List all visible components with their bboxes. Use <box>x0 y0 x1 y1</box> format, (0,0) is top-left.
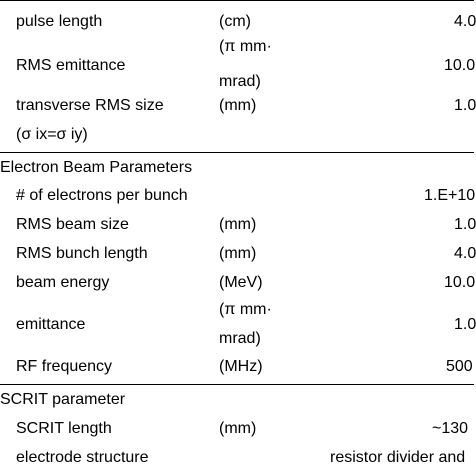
rms-emittance-unit-line1: (π mm· <box>219 38 272 55</box>
emittance-unit-line1: (π mm· <box>219 301 272 318</box>
rms-emittance-name: RMS emittance <box>16 57 126 74</box>
top-border <box>0 0 474 1</box>
pulse-length-unit: (cm) <box>219 13 251 30</box>
transverse-rms-size-value: 1.0 <box>454 97 476 114</box>
electrons-per-bunch-name: # of electrons per bunch <box>16 187 188 204</box>
beam-energy-name: beam energy <box>16 274 110 291</box>
emittance-unit-line2: mrad) <box>219 330 261 347</box>
electrode-structure-value: resistor divider and <box>330 449 466 466</box>
electrode-structure-name: electrode structure <box>16 449 149 466</box>
rms-bunch-length-name: RMS bunch length <box>16 245 148 262</box>
transverse-rms-size-name-line2: (σ ix=σ iy) <box>16 126 88 143</box>
rms-emittance-unit-line2: mrad) <box>219 73 261 90</box>
rms-emittance-value: 10.0 <box>444 57 476 74</box>
scrit-length-name: SCRIT length <box>16 420 112 437</box>
beam-energy-unit: (MeV) <box>219 274 263 291</box>
section-divider-electron <box>0 152 474 153</box>
scrit-length-unit: (mm) <box>219 420 257 437</box>
electrons-per-bunch-value: 1.E+10 <box>424 187 476 204</box>
pulse-length-name: pulse length <box>16 13 103 30</box>
emittance-value: 1.0 <box>454 316 476 333</box>
rf-frequency-name: RF frequency <box>16 358 113 375</box>
pulse-length-value: 4.0 <box>454 13 476 30</box>
scrit-section-title: SCRIT parameter <box>0 391 126 408</box>
rms-beam-size-value: 1.0 <box>454 216 476 233</box>
emittance-name: emittance <box>16 316 86 333</box>
transverse-rms-size-name-line1: transverse RMS size <box>16 97 164 114</box>
scrit-length-value: ~130 <box>432 420 469 437</box>
rms-bunch-length-value: 4.0 <box>454 245 476 262</box>
rms-beam-size-unit: (mm) <box>219 216 257 233</box>
section-divider-scrit <box>0 384 474 385</box>
rms-bunch-length-unit: (mm) <box>219 245 257 262</box>
transverse-rms-size-unit: (mm) <box>219 97 257 114</box>
beam-energy-value: 10.0 <box>444 274 476 291</box>
rf-frequency-value: 500 <box>446 358 473 375</box>
electron-section-title: Electron Beam Parameters <box>0 159 193 176</box>
rf-frequency-unit: (MHz) <box>219 358 263 375</box>
rms-beam-size-name: RMS beam size <box>16 216 129 233</box>
